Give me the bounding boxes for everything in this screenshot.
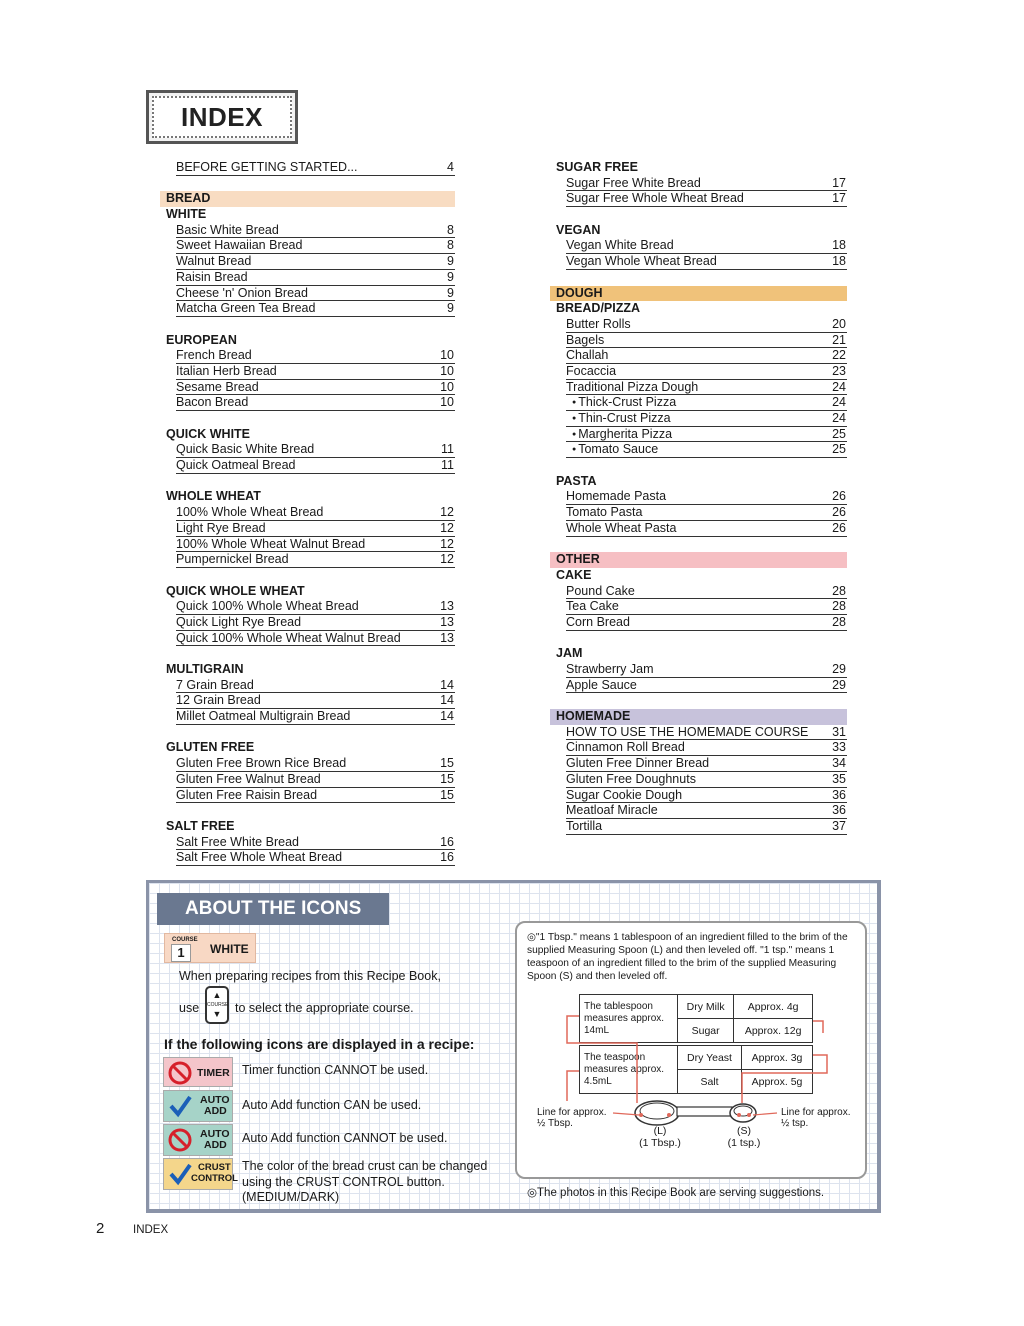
index-subentry[interactable] (566, 427, 847, 443)
entry-page-number: 18 (832, 238, 846, 253)
entry-title: Butter Rolls (566, 316, 631, 331)
entry-page-number: 25 (832, 442, 846, 457)
entry-page-number: 33 (832, 740, 846, 755)
tablespoon-measures-cell: The tablespoon measures approx. 14mL (580, 995, 678, 1043)
index-entry[interactable] (176, 301, 455, 317)
entry-page-number: 13 (440, 599, 454, 614)
course-button-label: COURSE (207, 1002, 229, 1008)
about-icons-panel (146, 880, 881, 1213)
index-entry[interactable] (566, 489, 847, 505)
entry-page-number: 15 (440, 787, 454, 802)
index-entry[interactable] (566, 819, 847, 835)
entry-title: Vegan Whole Wheat Bread (566, 254, 717, 269)
entry-title: Cheese 'n' Onion Bread (176, 285, 308, 300)
entry-page-number: 24 (832, 395, 846, 410)
spacer (160, 474, 455, 490)
entry-title: Quick 100% Whole Wheat Walnut Bread (176, 630, 401, 645)
auto-add-can-badge (163, 1090, 233, 1122)
entry-title: Meatloaf Miracle (566, 803, 658, 818)
index-entry[interactable] (176, 442, 455, 458)
entry-page-number: 14 (440, 677, 454, 692)
entry-page-number: 26 (832, 489, 846, 504)
category-heading: QUICK WHITE (166, 426, 251, 441)
checkmark-icon (168, 1162, 192, 1186)
entry-title: Sugar Cookie Dough (566, 787, 683, 802)
entry-page-number: 9 (447, 269, 454, 284)
entry-page-number: 8 (447, 238, 454, 253)
spoon-l-label (635, 1125, 685, 1149)
entry-page-number: 26 (832, 505, 846, 520)
photos-note: ◎The photos in this Recipe Book are serving suggestions. (527, 1187, 825, 1199)
page-number: 2 (96, 1220, 105, 1237)
category-heading: PASTA (556, 473, 597, 488)
index-entry[interactable] (176, 348, 455, 364)
category-heading: WHITE (166, 207, 207, 222)
index-entry[interactable] (176, 788, 455, 804)
entry-title: Gluten Free Walnut Bread (176, 771, 321, 786)
entry-page-number: 24 (832, 411, 846, 425)
entry-title: Tea Cake (566, 599, 619, 614)
entry-title: Sugar Free Whole Wheat Bread (566, 191, 744, 206)
entry-page-number: 26 (832, 520, 846, 535)
sugar-cell: Sugar (678, 1019, 734, 1043)
entry-title: Sweet Hawaiian Bread (176, 238, 303, 253)
entry-page-number: 16 (440, 834, 454, 849)
spacer (160, 411, 455, 427)
page-title: INDEX (152, 96, 292, 138)
category-heading: BREAD/PIZZA (556, 301, 641, 316)
entry-page-number: 14 (440, 693, 454, 708)
auto-add-cannot-description: Auto Add function CANNOT be used. (242, 1131, 448, 1145)
index-subentry[interactable] (566, 395, 847, 411)
entry-page-number: 21 (832, 332, 846, 347)
entry-page-number: 24 (832, 379, 846, 394)
entry-title: Italian Herb Bread (176, 363, 277, 378)
entry-page-number: 12 (440, 536, 454, 551)
up-arrow-icon: ▲ (212, 990, 222, 1000)
index-entry[interactable] (566, 662, 847, 678)
entry-page-number: 11 (441, 442, 454, 457)
entry-title: Sugar Free White Bread (566, 175, 701, 190)
index-entry[interactable] (176, 850, 455, 866)
entry-title: Cinnamon Roll Bread (566, 740, 685, 755)
index-entry[interactable] (566, 254, 847, 270)
entry-page-number: 11 (441, 458, 454, 473)
entry-title: Homemade Pasta (566, 489, 667, 504)
entry-title: ● Tomato Sauce (566, 442, 658, 457)
entry-page-number: 28 (832, 599, 846, 614)
index-entry[interactable] (566, 505, 847, 521)
intro-text-2: to select the appropriate course. (235, 1001, 414, 1015)
index-entry[interactable] (176, 678, 455, 694)
entry-title: Focaccia (566, 363, 617, 378)
footer-label: INDEX (133, 1224, 169, 1236)
index-entry[interactable] (566, 584, 847, 600)
index-entry[interactable] (176, 599, 455, 615)
entry-page-number: 13 (440, 630, 454, 645)
index-entry[interactable] (566, 176, 847, 192)
section-heading-homemade: HOMEMADE (550, 709, 847, 725)
spacer (160, 568, 455, 584)
auto-word: AUTO (200, 1094, 230, 1106)
entry-page-number: 9 (447, 301, 454, 316)
dry-yeast-cell: Dry Yeast (678, 1046, 742, 1070)
entry-title: Traditional Pizza Dough (566, 379, 699, 394)
entry-title: Vegan White Bread (566, 238, 674, 253)
down-arrow-icon: ▼ (212, 1009, 222, 1019)
entry-title: Gluten Free Dinner Bread (566, 756, 710, 771)
entry-page-number: 10 (440, 363, 454, 378)
index-entry[interactable] (176, 552, 455, 568)
entry-title: Quick Light Rye Bread (176, 614, 302, 629)
timer-word: TIMER (197, 1067, 230, 1079)
spacer (550, 537, 847, 553)
index-entry[interactable] (566, 348, 847, 364)
entry-title: Challah (566, 348, 609, 363)
entry-page-number: 12 (440, 520, 454, 535)
spoon-l-icon (635, 1101, 679, 1125)
index-entry[interactable] (566, 615, 847, 631)
spacer (550, 270, 847, 286)
spoon-s-size: (1 tsp.) (727, 1137, 761, 1149)
index-entry[interactable] (176, 709, 455, 725)
index-entry[interactable] (566, 756, 847, 772)
add-word: ADD (204, 1139, 227, 1151)
spoon-l-size: (1 Tbsp.) (639, 1137, 681, 1149)
entry-title: Whole Wheat Pasta (566, 520, 677, 535)
index-entry[interactable] (176, 254, 455, 270)
index-entry[interactable] (566, 238, 847, 254)
index-subentry[interactable] (566, 442, 847, 458)
index-title-box (146, 90, 298, 144)
entry-page-number: 10 (440, 348, 454, 363)
index-entry[interactable] (176, 238, 455, 254)
index-entry[interactable] (566, 772, 847, 788)
category-heading: VEGAN (556, 222, 601, 237)
entry-page-number: 31 (832, 724, 846, 739)
salt-value: Approx. 5g (742, 1070, 813, 1094)
entry-page-number: 16 (440, 850, 454, 865)
index-entry[interactable] (176, 537, 455, 553)
index-entry[interactable] (566, 599, 847, 615)
entry-title: French Bread (176, 348, 252, 363)
intro-text-1: When preparing recipes from this Recipe Book, (179, 969, 441, 983)
index-entry[interactable] (176, 223, 455, 239)
section-heading-bread: BREAD (160, 191, 455, 207)
course-small-label: COURSE (172, 937, 198, 943)
entry-page-number: 17 (832, 175, 846, 190)
about-icons-heading: ABOUT THE ICONS (157, 893, 389, 925)
checkmark-icon (168, 1094, 192, 1118)
entry-page-number: 9 (447, 285, 454, 300)
spoon-l-text: (L) (653, 1125, 667, 1137)
entry-page-number: 34 (832, 756, 846, 771)
entry-page-number: 4 (447, 160, 454, 174)
timer-icon-badge (163, 1057, 233, 1087)
entry-page-number: 10 (440, 379, 454, 394)
dry-milk-value: Approx. 4g (734, 995, 813, 1019)
prohibited-icon (168, 1128, 192, 1152)
entry-title: Pumpernickel Bread (176, 552, 289, 567)
spacer (160, 803, 455, 819)
entry-page-number: 17 (832, 191, 846, 206)
entry-title: Bacon Bread (176, 395, 249, 410)
auto-add-cannot-badge (163, 1124, 233, 1156)
entry-title: Quick 100% Whole Wheat Bread (176, 599, 359, 614)
crust-control-badge (163, 1158, 238, 1190)
entry-title: ● Thin-Crust Pizza (566, 411, 671, 426)
index-entry[interactable] (176, 772, 455, 788)
course-white-badge (164, 933, 256, 963)
index-entry[interactable] (566, 678, 847, 694)
index-entry[interactable] (566, 191, 847, 207)
entry-page-number: 29 (832, 677, 846, 692)
index-entry[interactable] (176, 835, 455, 851)
spacer (160, 176, 455, 192)
line-tbsp-text-1: Line for approx. (537, 1107, 607, 1118)
index-entry[interactable] (566, 333, 847, 349)
entry-title: 7 Grain Bread (176, 677, 254, 692)
left-index-column (160, 160, 455, 866)
entry-title: Quick Basic White Bread (176, 442, 315, 457)
index-entry[interactable] (176, 380, 455, 396)
if-icons-label: If the following icons are displayed in a recipe: (164, 1036, 475, 1052)
index-entry[interactable] (176, 756, 455, 772)
index-entry[interactable] (566, 521, 847, 537)
spoon-s-text: (S) (737, 1125, 751, 1137)
auto-word: AUTO (200, 1128, 230, 1140)
entry-title: Apple Sauce (566, 677, 637, 692)
index-entry[interactable] (566, 317, 847, 333)
spacer (550, 207, 847, 223)
sugar-value: Approx. 12g (734, 1019, 813, 1043)
index-entry[interactable] (176, 364, 455, 380)
course-label: WHITE (210, 942, 249, 956)
entry-title: Walnut Bread (176, 254, 252, 269)
entry-title: Salt Free Whole Wheat Bread (176, 850, 343, 865)
entry-title: Tomato Pasta (566, 505, 643, 520)
spacer (550, 458, 847, 474)
entry-title: Basic White Bread (176, 222, 279, 237)
intro-use: use (179, 1001, 200, 1015)
entry-title: 100% Whole Wheat Bread (176, 505, 324, 520)
entry-page-number: 15 (440, 771, 454, 786)
section-heading-dough: DOUGH (550, 286, 847, 302)
entry-title: Tortilla (566, 818, 603, 833)
index-entry[interactable] (566, 803, 847, 819)
entry-title: Strawberry Jam (566, 662, 654, 676)
measuring-note-text: ◎"1 Tbsp." means 1 tablespoon of an ingredient filled to the brim of the supplied Measuring Spoon (L) and then leveled off. "1 tsp." means 1 teaspoon of an ingredient filled to the brim of the supplied Measuring Spoon (S) and then leveled off. (527, 932, 848, 982)
entry-page-number: 9 (447, 254, 454, 269)
entry-page-number: 18 (832, 254, 846, 269)
entry-page-number: 36 (832, 803, 846, 818)
index-entry[interactable] (176, 615, 455, 631)
line-tsp-text-2: ½ tsp. (781, 1118, 809, 1129)
measuring-spoon-diagram (517, 923, 869, 1181)
spacer (160, 725, 455, 741)
entry-page-number: 14 (440, 709, 454, 724)
spacer (160, 317, 455, 333)
dry-yeast-value: Approx. 3g (742, 1046, 813, 1070)
entry-title: Salt Free White Bread (176, 834, 299, 849)
entry-title: Bagels (566, 332, 605, 347)
line-tbsp-text-2: ½ Tbsp. (537, 1118, 573, 1129)
entry-title: Gluten Free Raisin Bread (176, 787, 318, 802)
crust-description-1: The color of the bread crust can be changed (242, 1159, 488, 1173)
line-tsp-label (781, 1107, 851, 1129)
crust-description-2: using the CRUST CONTROL button. (242, 1175, 445, 1189)
entry-title: Raisin Bread (176, 269, 248, 284)
entry-title: 100% Whole Wheat Walnut Bread (176, 536, 366, 551)
course-button-icon (205, 986, 229, 1024)
index-entry[interactable] (176, 693, 455, 709)
entry-page-number: 22 (832, 348, 846, 363)
teaspoon-measures-cell: The teaspoon measures approx. 4.5mL (580, 1046, 678, 1094)
entry-page-number: 12 (440, 505, 454, 520)
crust-description-3: (MEDIUM/DARK) (242, 1190, 340, 1204)
entry-page-number: 28 (832, 614, 846, 629)
entry-title: Corn Bread (566, 614, 630, 629)
index-entry[interactable] (176, 505, 455, 521)
index-entry[interactable] (176, 395, 455, 411)
entry-title: Sesame Bread (176, 379, 259, 394)
spoon-s-icon (730, 1104, 756, 1122)
entry-title: BEFORE GETTING STARTED... (176, 160, 358, 174)
salt-cell: Salt (678, 1070, 742, 1094)
entry-page-number: 15 (440, 756, 454, 771)
dry-milk-cell: Dry Milk (678, 995, 734, 1019)
entry-page-number: 25 (832, 426, 846, 441)
prohibited-icon (168, 1061, 192, 1085)
measuring-note-box (515, 921, 867, 1179)
spoon-s-label (721, 1125, 767, 1149)
timer-description: Timer function CANNOT be used. (242, 1063, 429, 1077)
spacer (550, 693, 847, 709)
entry-title: ● Margherita Pizza (566, 427, 672, 442)
entry-title: HOW TO USE THE HOMEMADE COURSE (566, 724, 809, 739)
index-entry[interactable] (176, 521, 455, 537)
entry-page-number: 29 (832, 662, 846, 676)
category-heading: GLUTEN FREE (166, 740, 255, 755)
entry-page-number: 35 (832, 771, 846, 786)
category-heading: CAKE (556, 567, 592, 582)
entry-title: Pound Cake (566, 583, 635, 598)
index-entry[interactable] (176, 270, 455, 286)
entry-title: Quick Oatmeal Bread (176, 458, 296, 473)
entry-title: Matcha Green Tea Bread (176, 301, 316, 316)
section-heading-other: OTHER (550, 552, 847, 568)
entry-page-number: 28 (832, 583, 846, 598)
entry-title: ● Thick-Crust Pizza (566, 395, 676, 410)
right-index-column (550, 160, 847, 835)
crust-word: CRUST (198, 1162, 231, 1173)
entry-page-number: 37 (832, 818, 846, 833)
index-entry[interactable] (176, 458, 455, 474)
index-entry[interactable] (566, 725, 847, 741)
entry-page-number: 8 (447, 222, 454, 237)
entry-title: Gluten Free Brown Rice Bread (176, 756, 347, 771)
category-heading: SUGAR FREE (556, 160, 638, 174)
spacer (550, 631, 847, 647)
entry-page-number: 36 (832, 787, 846, 802)
category-heading: WHOLE WHEAT (166, 489, 261, 504)
add-word: ADD (204, 1105, 227, 1117)
category-heading: SALT FREE (166, 818, 235, 833)
index-entry[interactable] (176, 160, 455, 176)
entry-title: Light Rye Bread (176, 520, 266, 535)
index-entry[interactable] (176, 286, 455, 302)
entry-title: Gluten Free Doughnuts (566, 771, 696, 786)
entry-page-number: 12 (440, 552, 454, 567)
control-word: CONTROL (191, 1173, 238, 1184)
entry-page-number: 23 (832, 363, 846, 378)
category-heading: JAM (556, 646, 583, 661)
auto-add-can-description: Auto Add function CAN be used. (242, 1098, 422, 1112)
index-subentry[interactable] (566, 411, 847, 427)
index-entry[interactable] (566, 788, 847, 804)
course-number: 1 (171, 944, 191, 962)
spacer (160, 646, 455, 662)
entry-page-number: 10 (440, 395, 454, 410)
line-tbsp-label (537, 1107, 607, 1129)
category-heading: EUROPEAN (166, 332, 237, 347)
entry-page-number: 13 (440, 614, 454, 629)
entry-title: 12 Grain Bread (176, 693, 261, 708)
index-entry[interactable] (566, 380, 847, 396)
line-tsp-text-1: Line for approx. (781, 1107, 851, 1118)
category-heading: QUICK WHOLE WHEAT (166, 583, 305, 598)
entry-title: Millet Oatmeal Multigrain Bread (176, 709, 351, 724)
index-entry[interactable] (566, 740, 847, 756)
index-entry[interactable] (566, 364, 847, 380)
index-entry[interactable] (176, 631, 455, 647)
category-heading: MULTIGRAIN (166, 662, 244, 676)
entry-page-number: 20 (832, 316, 846, 331)
